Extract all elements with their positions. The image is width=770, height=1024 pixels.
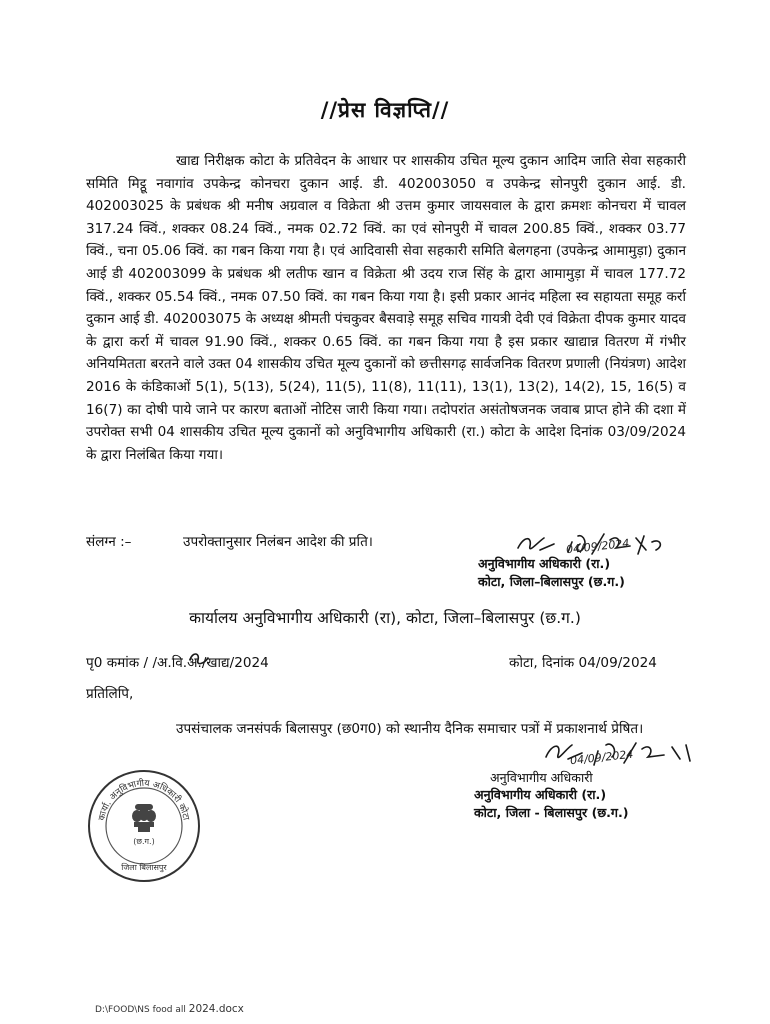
signature-2-designation: अनुविभागीय अधिकारी (रा.) [474,787,607,802]
copy-text: उपसंचालक जनसंपर्क बिलासपुर (छ0ग0) को स्थानीय दैनिक समाचार पत्रों में प्रकाशनार्थ प्रेषित। [176,721,644,737]
footer-file-name: 2024.docx [188,1003,244,1015]
body-paragraph: खाद्य निरीक्षक कोटा के प्रतिवेदन के आधार पर शासकीय उचित मूल्य दुकान आदिम जाति सेवा सहकारी समिति मिट्ठू नवागांव उपकेन्द्र कोनचरा दुकान आई. डी. 402003050 व उपकेन्द्र सोनपुरी दुकान आई. डी. 402003025 के प्रबंधक श्री मनीष अग्रवाल व विक्रेता श्री उत्तम कुमार जायसवाल के द्वारा क्रमशः कोनचरा में चावल 317.24 क्विं., शक्कर 08.24 क्विं., नमक 02.72 क्विं. का एवं सोनपुरी में चावल 200.85 क्विं., शक्कर 03.77 क्विं., चना 05.06 क्विं. का गबन किया गया है। एवं आदिवासी सेवा सहकारी समिति बेलगहना (उपकेन्द्र आमामुड़ा) दुकान आई डी 402003099 के प्रबंधक श्री लतीफ खान व विक्रेता श्री उदय राज सिंह के द्वारा आमामुड़ा में चावल 177.72 क्विं., शक्कर 05.54 क्विं., नमक 07.50 क्विं. का गबन किया गया है। इसी प्रकार आनंद महिला स्व सहायता समूह कर्रा दुकान आई डी. 402003075 के अध्यक्ष श्रीमती पंचकुवर बैसवाड़े समूह सचिव गायत्री देवी एवं विक्रेता दीपक कुमार यादव के द्वारा कर्रा में चावल 91.90 क्विं., शक्कर 0.65 क्विं. का गबन किया गया है इस प्रकार खाद्यान्न वितरण में गंभीर अनियमितता बरतने वाले उक्त 04 शासकीय उचित मूल्य दुकानों को छत्तीसगढ़ सार्वजनिक वितरण प्रणाली (नियंत्रण) आदेश 2016 के कंडिकाओं 5(1), 5(13), 5(24), 11(5), 11(8), 11(11), 13(1), 13(2), 14(2), 15, 16(5) व 16(7) का दोषी पाये जाने पर कारण बताओं नोटिस जारी किया गया। तदोपरांत असंतोषजनक जवाब प्राप्त होने की दशा में उपरोक्त सभी 04 शासकीय उचित मूल्य दुकानों को अनुविभागीय अधिकारी (रा.) कोटा के आदेश दिनांक 03/09/2024 के द्वारा निलंबित किया गया। [86,153,686,463]
office-seal [86,768,202,884]
seal-center-text: (छ.ग.) [133,837,155,846]
emblem-icon [132,804,156,832]
enclosure-text: उपरोक्तानुसार निलंबन आदेश की प्रति। [183,534,373,550]
signed-date-1: 04/09/2024 [565,536,630,557]
signature-block-1 [470,528,700,600]
signature-2-title: अनुविभागीय अधिकारी [490,770,593,785]
footer-path-text: D:\FOOD\NS food all [95,1005,186,1015]
signature-1-office: कोटा, जिला–बिलासपुर (छ.ग.) [478,574,625,589]
handwritten-number [186,650,212,668]
footer-file-path [95,1003,244,1015]
signed-date-2: 04/09/2024 [569,747,634,768]
copy-label: प्रतिलिपि, [86,686,134,702]
office-line: कार्यालय अनुविभागीय अधिकारी (रा), कोटा, जिला–बिलासपुर (छ.ग.) [189,609,581,627]
reference-number: पृ0 कमांक / /अ.वि.अ./खाद्य/2024 [86,655,269,671]
reference-date: कोटा, दिनांक 04/09/2024 [509,655,657,671]
seal-bottom-text: जिला बिलासपुर [121,863,167,872]
signature-2-office: कोटा, जिला - बिलासपुर (छ.ग.) [474,805,629,820]
signature-block-2 [470,735,710,835]
page-title: //प्रेस विज्ञप्ति// [320,98,450,122]
signature-1-designation: अनुविभागीय अधिकारी (रा.) [478,556,611,571]
enclosure-label: संलग्न :– [86,534,132,550]
seal-top-text: कार्या. अनुविभागीय अधिकारी कोटा [97,778,191,822]
